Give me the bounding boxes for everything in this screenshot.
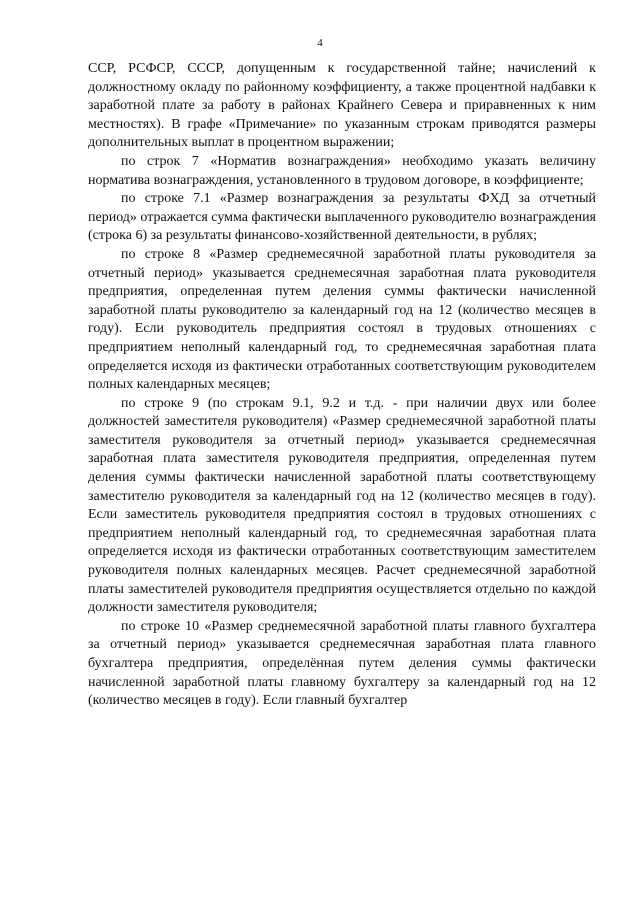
paragraph-line-8: по строке 8 «Размер среднемесячной заработной платы руководителя за отчетный период» указывается среднемесячная заработная плата руководителя предприятия, определенная путем деления суммы фактически начисленной заработной платы руководителю за календарный год на 12 (количество месяцев в году). Если руководитель предприятия состоял в трудовых отношениях с предприятием неполный календарный год, то среднемесячная заработная плата определяется исходя из фактически отработанных соответствующим руководителем полных календарных месяцев;: [88, 246, 596, 393]
document-body: [88, 60, 596, 711]
page-number: 4: [317, 37, 323, 49]
paragraph-line-7: по строк 7 «Норматив вознаграждения» необходимо указать величину норматива вознаграждения, установленного в трудовом договоре, в коэффициенте;: [88, 153, 596, 188]
paragraph-continuation: ССР, РСФСР, СССР, допущенным к государственной тайне; начислений к должностному окладу по районному коэффициенту, а также процентной надбавки к заработной плате за работу в районах Крайнего Севера и приравненных к ним местностях). В графе «Примечание» по указанным строкам приводятся размеры дополнительных выплат в процентном выражении;: [88, 61, 596, 151]
paragraph-line-10: по строке 10 «Размер среднемесячной заработной платы главного бухгалтера за отчетный период» указывается среднемесячная заработная плата главного бухгалтера предприятия, определённая путем деления суммы фактически начисленной заработной платы главному бухгалтеру за календарный год на 12 (количество месяцев в году). Если главный бухгалтер: [88, 618, 596, 709]
paragraph-line-7-1: по строке 7.1 «Размер вознаграждения за результаты ФХД за отчетный период» отражается сумма фактически выплаченного руководителю вознаграждения (строка 6) за результаты финансово-хозяйственной деятельности, в рублях;: [88, 191, 596, 244]
paragraph-line-9: по строке 9 (по строкам 9.1, 9.2 и т.д. - при наличии двух или более должностей заместителя руководителя) «Размер среднемесячной заработной платы заместителя руководителя за отчетный период» указывается среднемесячная заработная плата заместителя руководителя предприятия, определенная путем деления суммы фактически начисленной заработной платы соответствующему заместителю руководителя за календарный год на 12 (количество месяцев в году). Если заместитель руководителя предприятия состоял в трудовых отношениях с предприятием неполный календарный год, то среднемесячная заработная плата определяется исходя из фактически отработанных соответствующим заместителем руководителя полных календарных месяцев. Расчет среднемесячной заработной платы заместителей руководителя предприятия осуществляется отдельно по каждой должности заместителя руководителя;: [88, 395, 596, 616]
